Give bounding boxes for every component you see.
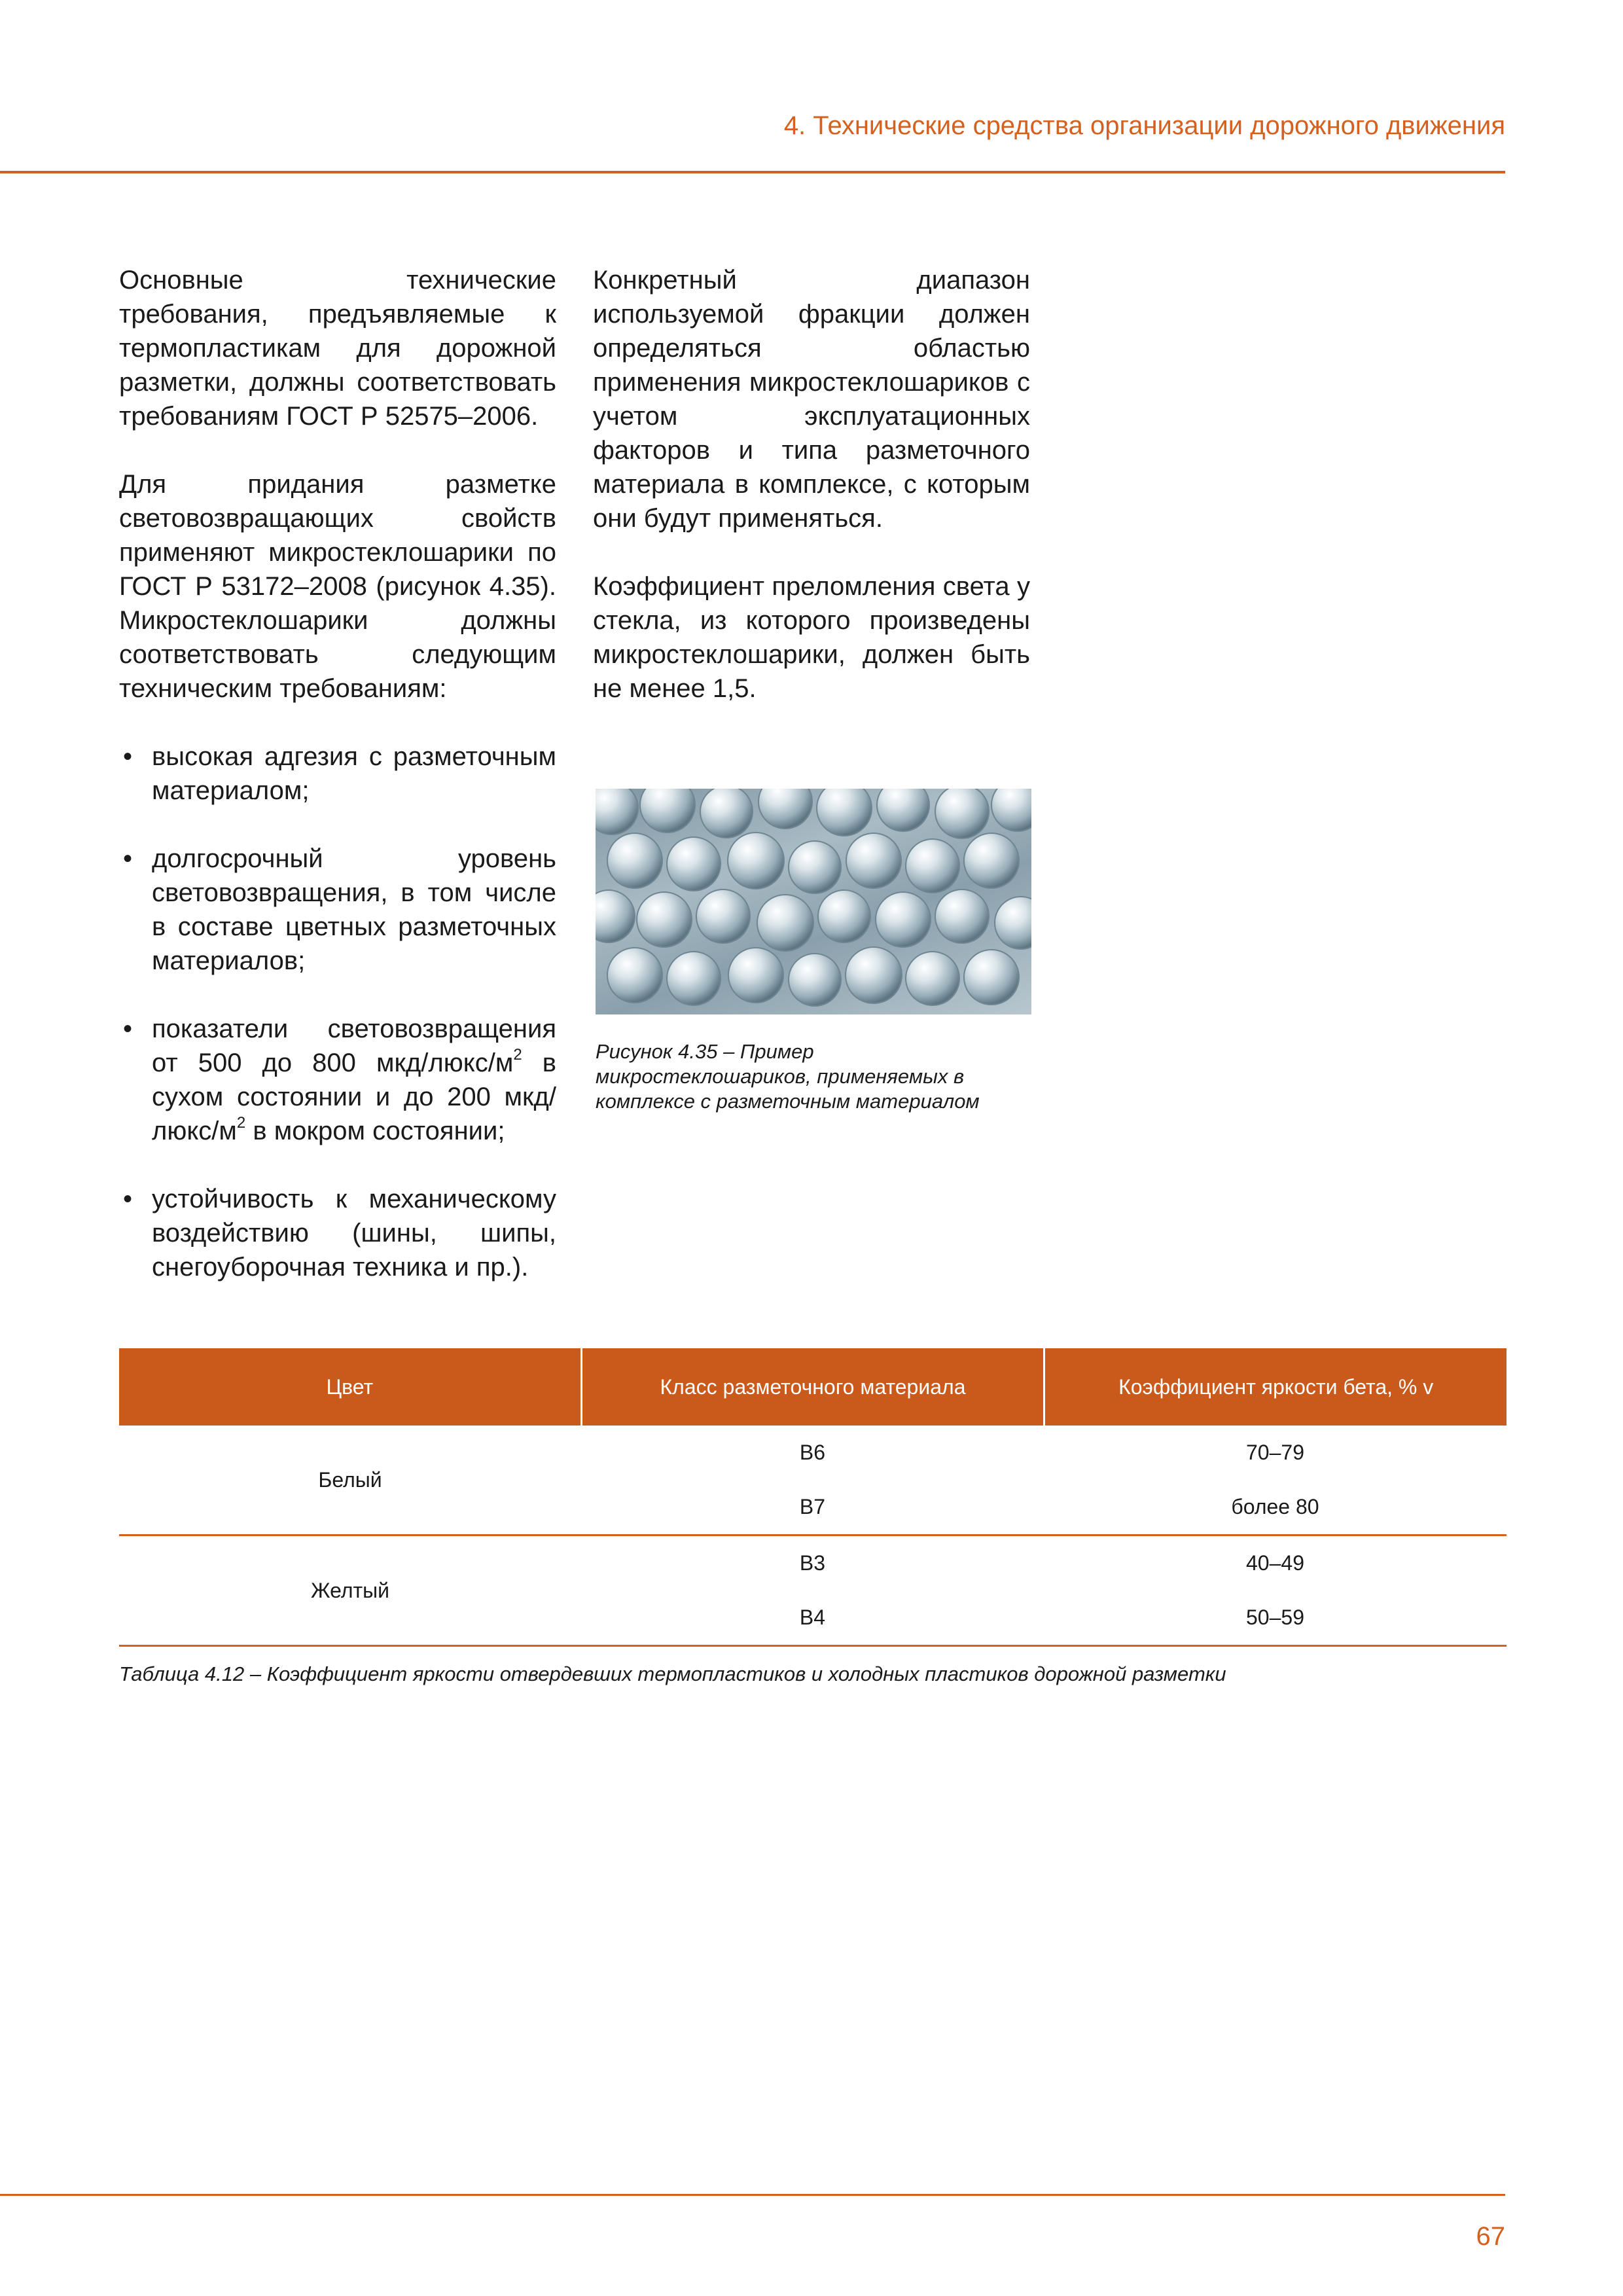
bullet-icon: • [123, 1185, 133, 1213]
coefficient-cell: 70–79 [1246, 1441, 1304, 1464]
list-item-text: высокая адгезия с разметочным материалом; [152, 742, 556, 805]
paragraph-refraction: Коэффициент преломления света у стекла, из которого произведены микростеклошарики, должен быть не менее 1,5. [593, 572, 1030, 703]
list-item [119, 1012, 556, 1148]
figure-caption: Рисунок 4.35 – Пример микростеклошариков, применяемых в комплексе с разметочным материалом [596, 1040, 980, 1113]
paragraph-fraction: Конкретный диапазон используемой фракции должен определяться областью применения микростеклошариков с учетом эксплуатационных факторов и типа разметочного материала в комплексе, с которым они будут применяться. [593, 266, 1030, 533]
list-item-text: показатели световозвращения от 500 до 800 мкд/люкс/м [152, 1014, 556, 1077]
bullet-icon: • [123, 1014, 133, 1043]
table-caption: Таблица 4.12 – Коэффициент яркости отвердевших термопластиков и холодных пластиков дорожной разметки [119, 1662, 1226, 1685]
bullet-icon: • [123, 844, 133, 873]
column-header-color: Цвет [326, 1374, 374, 1399]
list-item [119, 740, 556, 808]
table-row-group-white [119, 1426, 1507, 1536]
class-cell: B6 [799, 1441, 826, 1464]
middle-text-column [593, 263, 1030, 706]
class-cell: B3 [799, 1551, 826, 1575]
brightness-table [119, 1348, 1507, 1647]
coefficient-cell: 50–59 [1246, 1605, 1304, 1629]
superscript: 2 [236, 1113, 246, 1132]
paragraph-requirements: Основные технические требования, предъявляемые к термопластикам для дорожной разметки, должны соответствовать требованиям ГОСТ Р 52575–2006. [119, 266, 556, 431]
chapter-title: 4. Технические средства организации дорожного движения [783, 111, 1505, 140]
table-header [119, 1348, 1507, 1426]
left-text-column [119, 263, 556, 1318]
requirements-list [119, 740, 556, 1284]
coefficient-cell: более 80 [1231, 1495, 1319, 1518]
column-header-coefficient: Коэффициент яркости бета, % v [1043, 1348, 1507, 1426]
bullet-icon: • [123, 742, 133, 771]
table-row-group-yellow [119, 1536, 1507, 1647]
list-item-text: устойчивость к механическому воздействию (шины, шипы, снегоуборочная техника и пр.). [152, 1185, 556, 1282]
superscript: 2 [513, 1045, 522, 1064]
list-item [119, 842, 556, 978]
list-item-text: в мокром состоянии; [245, 1117, 505, 1145]
class-cell: B7 [799, 1495, 826, 1518]
page-number: 67 [1476, 2222, 1505, 2251]
column-header-class: Класс разметочного материала [580, 1348, 1044, 1426]
coefficient-cell: 40–49 [1246, 1551, 1304, 1575]
paragraph-microbeads: Для придания разметке световозвращающих свойств применяют микростеклошарики по ГОСТ Р 53172–2008 (рисунок 4.35). Микростеклошарики должны соответствовать следующим техническим требованиям: [119, 470, 556, 703]
microbeads-photo [596, 789, 1031, 1014]
class-cell: B4 [799, 1605, 826, 1629]
footer-divider [0, 2194, 1505, 2196]
color-cell: Желтый [310, 1578, 390, 1602]
header-divider [0, 171, 1505, 173]
list-item-text: долгосрочный уровень световозвращения, в том числе в составе цветных разметочных материалов; [152, 844, 556, 975]
color-cell: Белый [318, 1467, 382, 1492]
list-item-text: в сухом состоянии и до 200 мкд/люкс/м [152, 1049, 556, 1145]
glass-beads-image [596, 789, 1031, 1014]
list-item [119, 1182, 556, 1284]
